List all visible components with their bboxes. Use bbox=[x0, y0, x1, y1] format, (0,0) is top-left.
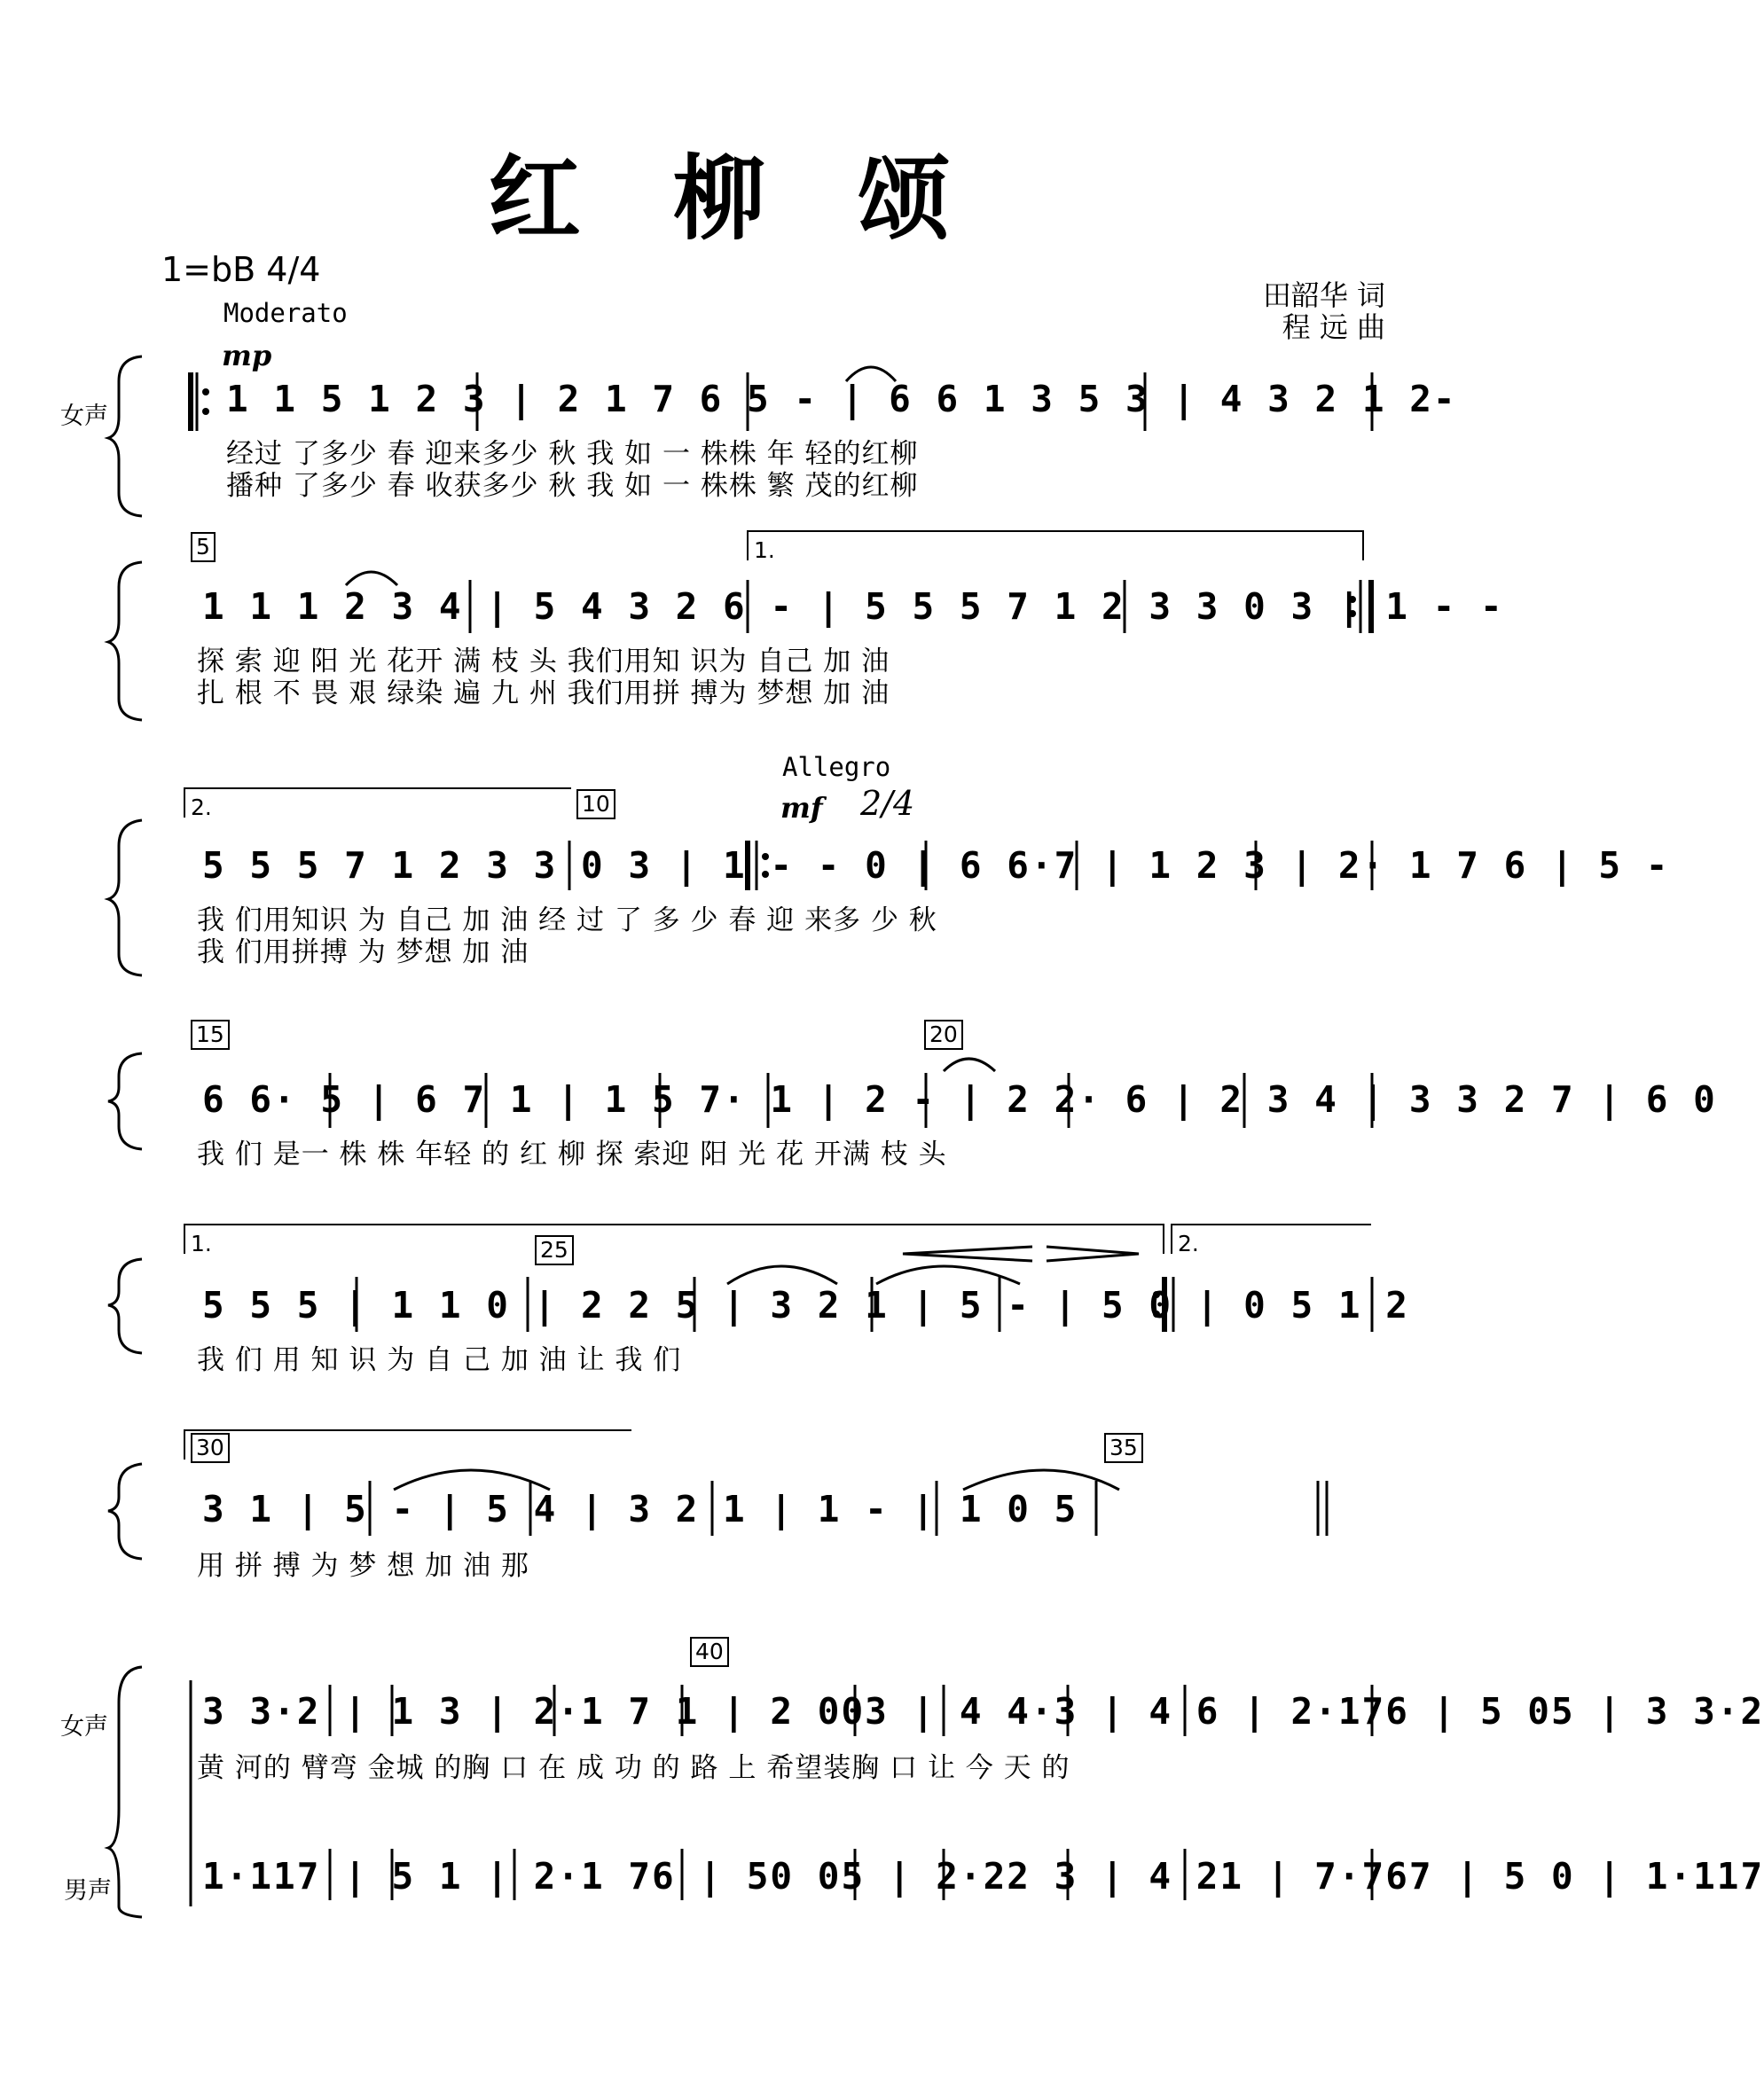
notation-line: 3 1 | 5 - | 5 4 | 3 2 1 | 1 - | 1 0 5 bbox=[202, 1488, 1078, 1530]
measure-number: 5 bbox=[191, 532, 216, 562]
measure-number: 25 bbox=[535, 1235, 574, 1265]
lyric-line-female: 黄 河的 臂弯 金城 的胸 口 在 成 功 的 路 上 希望装胸 口 让 今 天 的 bbox=[197, 1752, 1070, 1784]
notation-line: 5 5 5 7 1 2 3 3 0 3 | 1 - - 0 | 6 6·7 | 1 2 3 | 2· 1 7 6 | 5 - bbox=[202, 844, 1670, 887]
volta-continuation bbox=[184, 1429, 631, 1460]
notation-line: 6 6· 5 | 6 7 1 | 1 5 7· 1 | 2 - | 2 2· 6 | 2 3 4 | 3 3 2 7 | 6 0 bbox=[202, 1078, 1717, 1121]
dynamic-marking: mp bbox=[222, 339, 272, 372]
notation-line: 1 1 1 2 3 4 | 5 4 3 2 6 - | 5 5 5 7 1 2 3 3 0 3 | 1 - - bbox=[202, 585, 1504, 628]
volta-second-ending: 2. bbox=[1171, 1224, 1371, 1254]
tempo-marking: Moderato bbox=[223, 298, 348, 328]
lyricist-credit: 田韶华 词 bbox=[1262, 278, 1385, 312]
tempo-change: Allegro bbox=[782, 752, 891, 782]
lyric-line: 用 拼 搏 为 梦 想 加 油 那 bbox=[197, 1550, 529, 1582]
notation-line-female: 3 3·2 | 1 3 | 2·1 7 1 | 2 003 | 4 4·3 | 4 6 | 2·176 | 5 05 | 3 3·2 bbox=[202, 1690, 1764, 1733]
key-signature: 1=bB 4/4 bbox=[161, 250, 321, 289]
song-title: 红 柳 颂 bbox=[488, 144, 981, 253]
dynamic-marking: mf bbox=[780, 791, 823, 825]
measure-number: 40 bbox=[690, 1637, 729, 1667]
lyric-line: 我 们 用 知 识 为 自 己 加 油 让 我 们 bbox=[197, 1344, 682, 1376]
measure-number: 10 bbox=[576, 789, 615, 819]
volta-first-ending: 1. bbox=[184, 1224, 1164, 1254]
measure-number: 35 bbox=[1104, 1433, 1143, 1463]
measure-number: 20 bbox=[924, 1020, 963, 1050]
measure-number: 30 bbox=[191, 1433, 230, 1463]
notation-line-male: 1·117 | 5 1 | 2·1 76 | 50 05 | 2·22 3 | 4 21 | 7·767 | 5 0 | 1·117 bbox=[202, 1855, 1764, 1898]
lyric-line-verse-2: 扎 根 不 畏 艰 绿染 遍 九 州 我们用拼 搏为 梦想 加 油 bbox=[197, 677, 890, 709]
lyric-line-verse-2: 播种 了多少 春 收获多少 秋 我 如 一 株株 繁 茂的红柳 bbox=[226, 470, 919, 502]
composer-credit: 程 远 曲 bbox=[1282, 310, 1385, 344]
time-signature-change: 2/4 bbox=[860, 784, 915, 823]
lyric-line-verse-1: 经过 了多少 春 迎来多少 秋 我 如 一 株株 年 轻的红柳 bbox=[226, 438, 919, 470]
lyric-line-verse-2: 我 们用拼搏 为 梦想 加 油 bbox=[197, 936, 529, 968]
lyric-line-verse-1: 我 们用知识 为 自己 加 油 经 过 了 多 少 春 迎 来多 少 秋 bbox=[197, 904, 937, 936]
measure-number: 15 bbox=[191, 1020, 230, 1050]
part-label-female: 女声 bbox=[60, 403, 108, 430]
part-label-female: 女声 bbox=[60, 1713, 108, 1741]
volta-first-ending: 1. bbox=[747, 530, 1364, 560]
part-label-male: 男声 bbox=[64, 1877, 112, 1905]
notation-line: 5 5 5 | 1 1 0 | 2 2 5 | 3 2 1 | 5 - | 5 0 | 0 5 1 2 bbox=[202, 1284, 1409, 1327]
volta-second-ending: 2. bbox=[184, 787, 571, 818]
lyric-line: 我 们 是一 株 株 年轻 的 红 柳 探 索迎 阳 光 花 开满 枝 头 bbox=[197, 1139, 947, 1170]
notation-line: 1 1 5 1 2 3 | 2 1 7 6 5 - | 6 6 1 3 5 3 | 4 3 2 1 2- bbox=[226, 378, 1457, 420]
lyric-line-verse-1: 探 索 迎 阳 光 花开 满 枝 头 我们用知 识为 自己 加 油 bbox=[197, 646, 890, 677]
